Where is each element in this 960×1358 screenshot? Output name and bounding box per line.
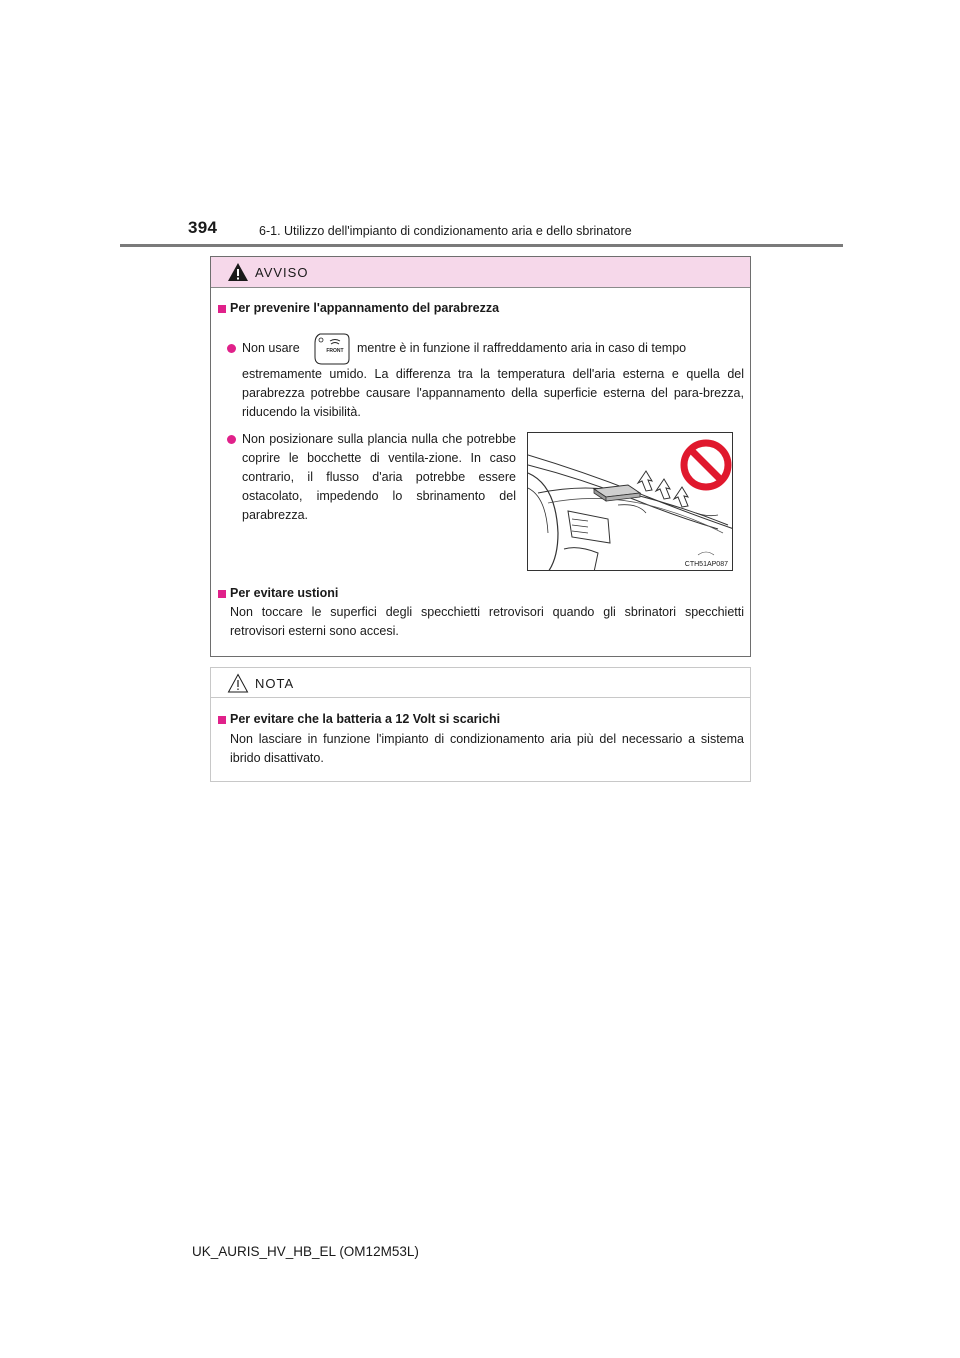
button-icon-label: FRONT [326, 348, 344, 354]
fog-prevention-heading: Per prevenire l'appannamento del parabrezza [230, 301, 500, 315]
battery-text: Non lasciare in funzione l'impianto di condizionamento aria più del necessario a sistema ibrido disattivato. [230, 732, 744, 765]
section-marker [218, 590, 226, 598]
dashboard-illustration [527, 432, 733, 571]
burn-prevention-heading: Per evitare ustioni [230, 586, 339, 600]
section-marker [218, 716, 226, 724]
avviso-label: AVVISO [255, 265, 309, 280]
nota-header [211, 668, 750, 698]
bullet1-text-end: mentre è in funzione il raffreddamento aria in caso di tempo [357, 341, 687, 355]
bullet2-text: Non posizionare sulla plancia nulla che potrebbe coprire le bocchette di ventila-zione. In caso contrario, il flusso d'aria potrebbe essere ostacolato, impedendo lo sbrinamento del parabrezza. [242, 432, 516, 522]
caution-outline-icon [227, 673, 249, 693]
section-title: 6-1. Utilizzo dell'impianto di condizionamento aria e dello sbrinatore [259, 224, 632, 238]
bullet-dot [227, 435, 236, 444]
page-number: 394 [188, 218, 218, 237]
bullet-dot [227, 344, 236, 353]
front-defroster-button-icon [314, 333, 350, 365]
header-rule [120, 244, 843, 247]
section-marker [218, 305, 226, 313]
battery-heading: Per evitare che la batteria a 12 Volt si scarichi [230, 712, 501, 726]
avviso-box [210, 256, 751, 657]
avviso-header [211, 257, 750, 288]
bullet1-text-rest: estremamente umido. La differenza tra la temperatura dell'aria esterna e quella del parabrezza potrebbe causare l'appannamento della superficie esterna del para-brezza, riducendo la visibilità. [242, 367, 744, 419]
illustration-code: CTH51AP087 [684, 561, 728, 568]
manual-code: UK_AURIS_HV_HB_EL (OM12M53L) [192, 1244, 419, 1259]
warning-icon [227, 262, 249, 282]
nota-box [210, 667, 751, 782]
bullet1-text-start: Non usare [242, 341, 300, 355]
burn-prevention-text: Non toccare le superfici degli specchietti retrovisori quando gli sbrinatori specchietti retrovisori esterni sono accesi. [230, 605, 744, 638]
nota-label: NOTA [255, 676, 295, 691]
prohibition-icon [684, 443, 728, 487]
